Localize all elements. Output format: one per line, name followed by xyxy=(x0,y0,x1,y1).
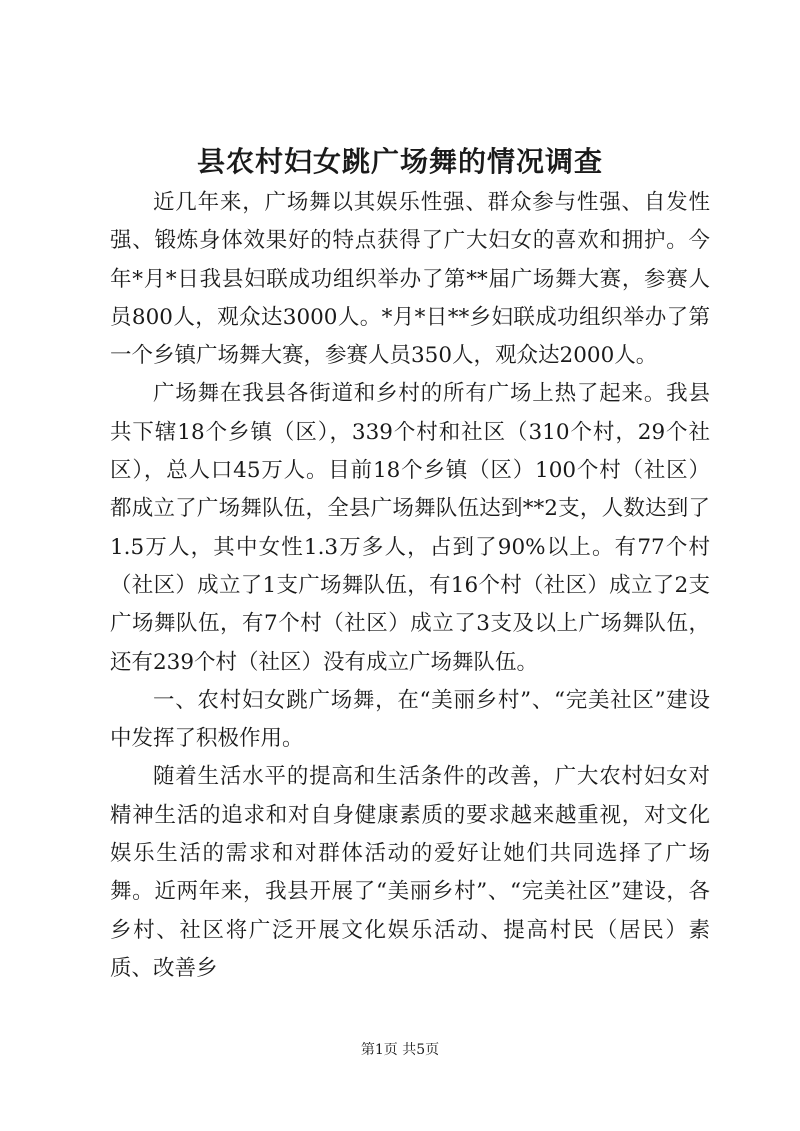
paragraph-intro: 近几年来，广场舞以其娱乐性强、群众参与性强、自发性强、锻炼身体效果好的特点获得了广大妇女的喜欢和拥护。今年*月*日我县妇联成功组织举办了第**届广场舞大赛，参赛人员800人，观众达3000人。*月*日**乡妇联成功组织举办了第一个乡镇广场舞大赛，参赛人员350人，观众达2000人。 xyxy=(110,190,710,369)
paragraph-background: 随着生活水平的提高和生活条件的改善，广大农村妇女对精神生活的追求和对自身健康素质的要求越来越重视，对文化娱乐生活的需求和对群体活动的爱好让她们共同选择了广场舞。近两年来，我县开展了“美丽乡村”、“完美社区”建设，各乡村、社区将广泛开展文化娱乐活动、提高村民（居民）素质、改善乡 xyxy=(110,764,710,981)
paragraph-statistics: 广场舞在我县各街道和乡村的所有广场上热了起来。我县共下辖18个乡镇（区），339个村和社区（310个村，29个社区），总人口45万人。目前18个乡镇（区）100个村（社区）都成立了广场舞队伍，全县广场舞队伍达到**2支，人数达到了1.5万人，其中女性1.3万多人，占到了90%以上。有77个村（社区）成立了1支广场舞队伍，有16个村（社区）成立了2支广场舞队伍，有7个村（社区）成立了3支及以上广场舞队伍，还有239个村（社区）没有成立广场舞队伍。 xyxy=(110,381,710,675)
section-heading: 一、农村妇女跳广场舞，在“美丽乡村”、“完美社区”建设中发挥了积极作用。 xyxy=(110,687,710,752)
document-body xyxy=(110,184,710,988)
document-title: 县农村妇女跳广场舞的情况调查 xyxy=(196,145,603,178)
page-footer: 第1页 共5页 xyxy=(360,1042,440,1058)
